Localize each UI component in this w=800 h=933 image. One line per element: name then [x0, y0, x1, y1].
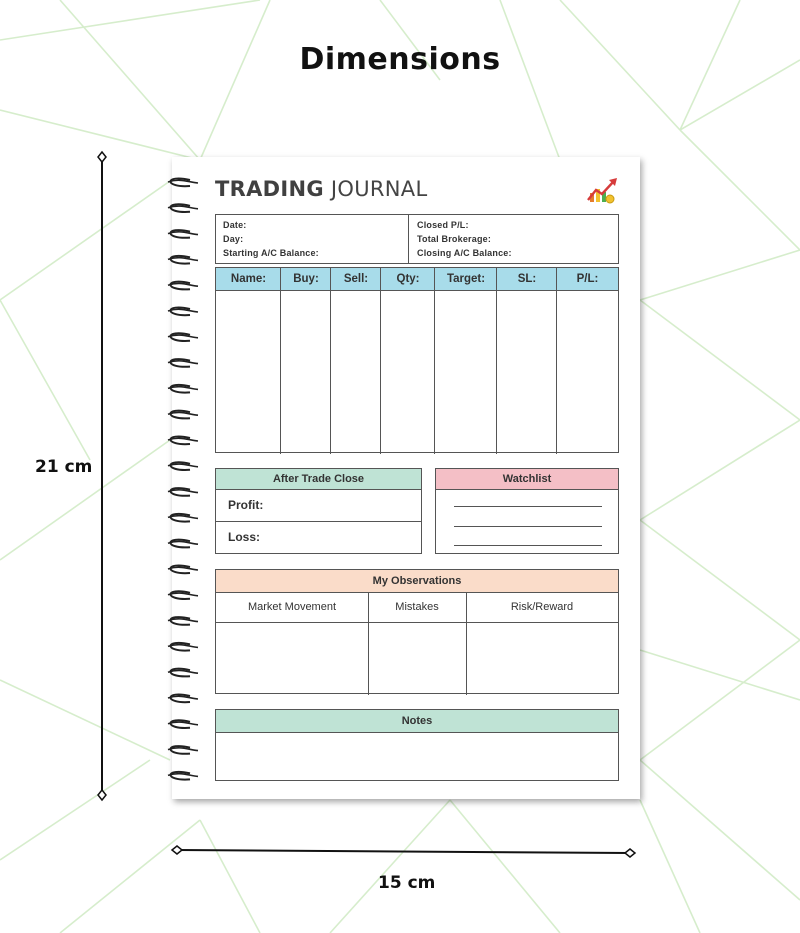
col-divider	[434, 268, 435, 454]
after-trade-box	[215, 468, 422, 554]
col-name: Name:	[230, 273, 267, 285]
spiral-ring	[168, 720, 198, 728]
spiral-ring	[168, 617, 198, 625]
spiral-ring	[168, 436, 198, 444]
spiral-ring	[168, 591, 198, 599]
info-closed-pl: Closed P/L:	[417, 220, 469, 230]
obs-market-movement: Market Movement	[247, 601, 337, 613]
info-divider	[408, 214, 409, 264]
spiral-ring	[168, 772, 198, 780]
spiral-ring	[168, 204, 198, 212]
spiral-ring	[168, 694, 198, 702]
profit-label: Profit:	[228, 498, 264, 512]
col-divider	[280, 268, 281, 454]
col-divider	[380, 268, 381, 454]
watchlist-title: Watchlist	[502, 473, 552, 485]
col-divider	[496, 268, 497, 454]
loss-label: Loss:	[228, 530, 261, 544]
notes-box	[215, 709, 619, 781]
spiral-ring	[168, 333, 198, 341]
watchlist-box	[435, 468, 619, 554]
page-title: Dimensions	[299, 42, 501, 77]
notes-title: Notes	[401, 715, 433, 727]
watchlist-line	[454, 545, 602, 546]
spiral-ring	[168, 540, 198, 548]
obs-col-divider	[368, 592, 369, 695]
info-starting-balance: Starting A/C Balance:	[223, 248, 319, 258]
spiral-ring	[168, 178, 198, 186]
spiral-ring	[168, 488, 198, 496]
journal-title	[215, 177, 427, 201]
after-trade-title: After Trade Close	[272, 473, 365, 485]
spiral-ring	[168, 669, 198, 677]
col-buy: Buy:	[293, 273, 319, 285]
col-divider	[556, 268, 557, 454]
col-sell: Sell:	[343, 273, 369, 285]
col-sl: SL:	[517, 273, 537, 285]
width-label: 15 cm	[378, 873, 436, 893]
col-pl: P/L:	[576, 273, 599, 285]
spiral-ring	[168, 462, 198, 470]
info-day: Day:	[223, 234, 244, 244]
chart-logo-icon	[586, 176, 620, 206]
obs-col-divider	[466, 592, 467, 695]
after-trade-divider	[216, 521, 421, 522]
col-target: Target:	[446, 273, 486, 285]
trade-table	[215, 267, 619, 453]
width-dimension-line	[170, 840, 640, 862]
spiral-ring	[168, 643, 198, 651]
info-date: Date:	[223, 220, 247, 230]
col-divider	[330, 268, 331, 454]
spiral-ring	[168, 282, 198, 290]
spiral-ring	[168, 256, 198, 264]
obs-risk-reward: Risk/Reward	[510, 601, 574, 613]
spiral-ring	[168, 359, 198, 367]
watchlist-line	[454, 506, 602, 507]
obs-mistakes: Mistakes	[395, 601, 439, 613]
spiral-binding	[160, 170, 202, 785]
info-closing-balance: Closing A/C Balance:	[417, 248, 512, 258]
spiral-ring	[168, 307, 198, 315]
spiral-ring	[168, 565, 198, 573]
spiral-ring	[168, 385, 198, 393]
height-dimension-line	[90, 150, 114, 805]
spiral-ring	[168, 230, 198, 238]
spiral-ring	[168, 514, 198, 522]
spiral-ring	[168, 411, 198, 419]
spiral-ring	[168, 746, 198, 754]
col-qty: Qty:	[396, 273, 420, 285]
height-label: 21 cm	[35, 457, 93, 477]
journal-title-bold: TRADING	[215, 177, 324, 201]
observations-title: My Observations	[372, 575, 462, 587]
obs-divider	[216, 622, 618, 623]
info-total-brokerage: Total Brokerage:	[417, 234, 492, 244]
observations-box	[215, 569, 619, 694]
journal-title-light: JOURNAL	[330, 177, 428, 201]
watchlist-line	[454, 526, 602, 527]
